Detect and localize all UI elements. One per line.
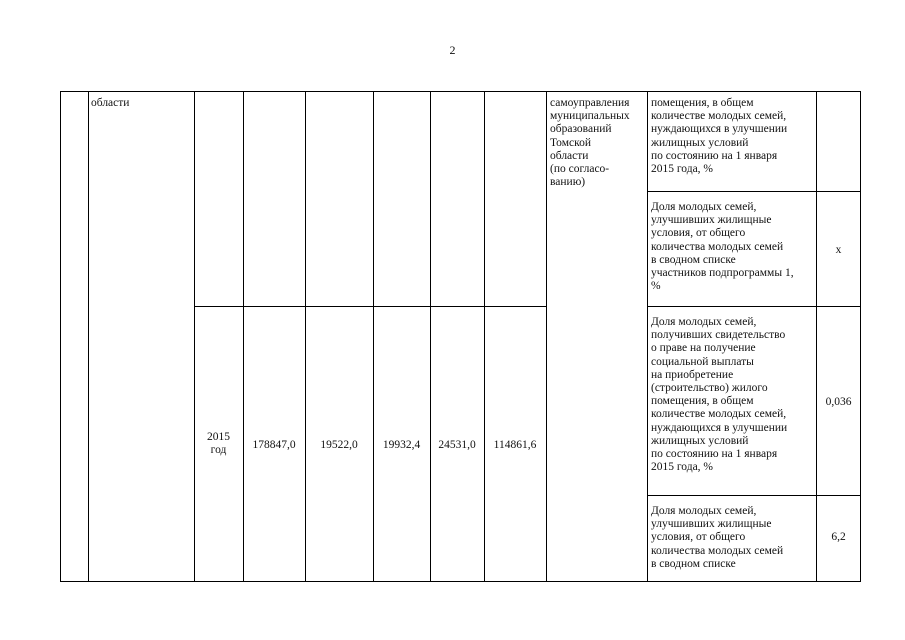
text-line: нуждающихся в улучшении <box>651 421 788 434</box>
grid-line <box>88 91 89 582</box>
text-line: 2015 года, % <box>651 461 714 474</box>
indicator-cell <box>651 97 815 176</box>
value-extra: 114861,6 <box>493 439 537 451</box>
text-line: получивших свидетельство <box>651 329 786 342</box>
indicator-cell <box>651 505 815 571</box>
grid-line <box>60 91 861 92</box>
budget-table <box>60 91 861 582</box>
text-line: в сводном списке <box>651 253 736 266</box>
region-cell: области <box>91 97 130 109</box>
value-regional: 19932,4 <box>382 439 421 451</box>
text-line: год <box>210 444 227 457</box>
text-line: условия, от общего <box>651 227 746 240</box>
text-line: помещения, в общем <box>651 97 754 109</box>
text-line: количестве молодых семей, <box>651 110 787 123</box>
value-federal: 19522,0 <box>320 439 358 451</box>
text-line: нуждающихся в улучшении <box>651 123 788 136</box>
text-line: Томской <box>550 136 591 149</box>
grid-line <box>484 91 485 582</box>
text-line: муниципальных <box>550 110 630 123</box>
text-line: Доля молодых семей, <box>651 201 757 213</box>
text-line: самоуправления <box>550 97 630 109</box>
text-line: (строительство) жилого <box>651 382 768 395</box>
indicator-cell <box>651 201 815 293</box>
text-line: социальной выплаты <box>651 355 754 368</box>
text-line: улучшивших жилищные <box>651 214 772 227</box>
year-cell <box>194 431 243 457</box>
text-line: количества молодых семей <box>651 240 784 253</box>
text-line: количества молодых семей <box>651 544 784 557</box>
grid-line <box>60 91 61 582</box>
indicator-value: 0,036 <box>825 396 852 408</box>
grid-line <box>816 91 817 582</box>
grid-line <box>194 306 547 307</box>
text-line: в сводном списке <box>651 557 736 570</box>
grid-line <box>546 91 547 582</box>
grid-line <box>860 91 861 582</box>
text-line: 2015 года, % <box>651 163 714 176</box>
grid-line <box>60 581 861 582</box>
text-line: участников подпрограммы 1, <box>651 267 794 280</box>
text-line: Доля молодых семей, <box>651 505 757 517</box>
text-line: % <box>651 280 661 293</box>
text-line: о праве на получение <box>651 342 756 355</box>
value-local: 24531,0 <box>438 439 476 451</box>
indicator-value: 6,2 <box>831 531 846 543</box>
grid-line <box>430 91 431 582</box>
page-number: 2 <box>449 43 456 57</box>
text-line: жилищных условий <box>651 434 749 447</box>
grid-line <box>647 306 861 307</box>
text-line: образований <box>550 123 612 136</box>
text-line: на приобретение <box>651 368 734 381</box>
executor-cell <box>550 97 646 189</box>
text-line: условия, от общего <box>651 531 746 544</box>
text-line: Доля молодых семей, <box>651 316 757 328</box>
text-line: области <box>550 149 589 162</box>
text-line: количестве молодых семей, <box>651 408 787 421</box>
text-line: по состоянию на 1 января <box>651 149 778 162</box>
grid-line <box>647 91 648 582</box>
grid-line <box>373 91 374 582</box>
text-line: 2015 <box>207 431 230 443</box>
grid-line <box>647 191 861 192</box>
indicator-value: х <box>835 244 842 256</box>
indicator-cell <box>651 316 815 474</box>
text-line: улучшивших жилищные <box>651 518 772 531</box>
text-line: ванию) <box>550 176 586 189</box>
grid-line <box>305 91 306 582</box>
text-line: жилищных условий <box>651 136 749 149</box>
text-line: (по согласо- <box>550 163 610 176</box>
text-line: по состоянию на 1 января <box>651 448 778 461</box>
value-total: 178847,0 <box>252 439 296 451</box>
text-line: помещения, в общем <box>651 395 754 408</box>
grid-line <box>647 495 861 496</box>
grid-line <box>243 91 244 582</box>
grid-line <box>194 91 195 582</box>
